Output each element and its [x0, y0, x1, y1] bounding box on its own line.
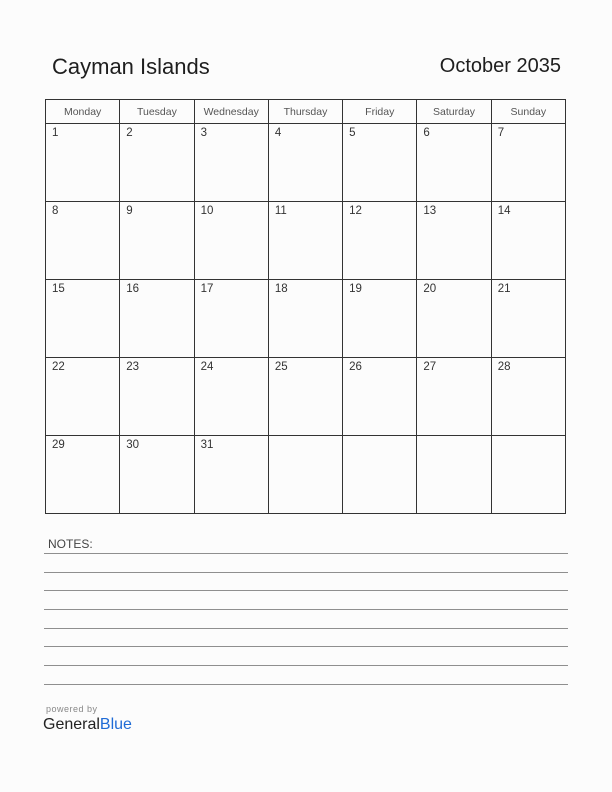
day-number: 13 [423, 205, 437, 217]
note-line [44, 553, 568, 554]
day-number: 12 [349, 205, 362, 217]
calendar-title: Cayman Islands [52, 54, 210, 79]
calendar-day-cell [120, 124, 194, 202]
calendar-day-cell [46, 358, 120, 436]
day-number: 17 [200, 283, 214, 295]
day-number: 29 [52, 439, 65, 451]
brand-general: General [43, 716, 100, 733]
weekday-header: Saturday [417, 100, 491, 124]
weekday-header: Monday [46, 100, 120, 124]
day-number: 22 [52, 361, 65, 373]
day-number: 5 [349, 127, 356, 139]
calendar-day-cell [343, 358, 417, 436]
note-line [44, 609, 568, 610]
calendar-day-cell [417, 124, 491, 202]
calendar-day-cell [46, 280, 120, 358]
day-number: 31 [200, 439, 214, 451]
calendar-week-row [46, 202, 566, 280]
calendar-day-cell [491, 202, 565, 280]
calendar-week-row [46, 280, 566, 358]
day-number: 7 [497, 127, 505, 139]
day-number [343, 436, 416, 439]
calendar-day-cell [268, 436, 342, 514]
calendar-day-cell [268, 124, 342, 202]
calendar-day-cell [120, 202, 194, 280]
weekday-header: Wednesday [194, 100, 268, 124]
note-line [44, 646, 568, 647]
calendar-day-cell [120, 436, 194, 514]
calendar-day-cell [491, 436, 565, 514]
brand-blue: Blue [99, 716, 132, 733]
powered-by-text: powered by [46, 704, 98, 714]
day-number: 8 [52, 205, 59, 217]
day-number: 4 [274, 127, 282, 139]
day-number: 23 [126, 361, 140, 373]
calendar-month: October 2035 [439, 55, 561, 77]
calendar-day-cell [194, 280, 268, 358]
day-number: 19 [349, 283, 362, 295]
calendar-day-cell [120, 280, 194, 358]
calendar-day-cell [194, 436, 268, 514]
calendar-grid [45, 99, 566, 514]
day-number: 15 [52, 283, 65, 295]
calendar-day-cell [343, 436, 417, 514]
calendar-day-cell [194, 202, 268, 280]
day-number [269, 436, 342, 439]
day-number: 25 [274, 361, 288, 373]
note-line [44, 628, 568, 629]
day-number: 9 [126, 205, 133, 217]
calendar-day-cell [343, 280, 417, 358]
calendar-day-cell [417, 358, 491, 436]
calendar-day-cell [268, 280, 342, 358]
weekday-header: Sunday [491, 100, 565, 124]
day-number: 2 [126, 127, 133, 139]
brand-logo [43, 716, 132, 734]
day-number: 21 [497, 283, 511, 295]
day-number: 3 [200, 127, 207, 139]
calendar-week-row [46, 124, 566, 202]
weekday-header-row [46, 100, 566, 124]
day-number: 30 [126, 439, 140, 451]
day-number: 20 [423, 283, 437, 295]
day-number: 1 [52, 127, 59, 139]
day-number: 14 [497, 205, 511, 217]
calendar-day-cell [417, 280, 491, 358]
calendar-day-cell [491, 358, 565, 436]
calendar-day-cell [268, 202, 342, 280]
calendar-day-cell [268, 358, 342, 436]
calendar-day-cell [491, 124, 565, 202]
day-number: 26 [349, 361, 362, 373]
calendar-day-cell [46, 124, 120, 202]
notes-label: NOTES: [48, 537, 93, 551]
calendar-day-cell [194, 358, 268, 436]
day-number [417, 436, 490, 439]
calendar-day-cell [120, 358, 194, 436]
day-number: 11 [274, 205, 287, 217]
day-number [492, 436, 565, 439]
calendar-day-cell [417, 436, 491, 514]
calendar-day-cell [46, 202, 120, 280]
weekday-header: Friday [343, 100, 417, 124]
calendar-day-cell [46, 436, 120, 514]
day-number: 18 [274, 283, 288, 295]
calendar-day-cell [343, 202, 417, 280]
day-number: 27 [423, 361, 437, 373]
calendar-day-cell [343, 124, 417, 202]
weekday-header: Tuesday [120, 100, 194, 124]
calendar-day-cell [491, 280, 565, 358]
calendar-day-cell [194, 124, 268, 202]
day-number: 16 [126, 283, 140, 295]
note-line [44, 572, 568, 573]
calendar-week-row [46, 358, 566, 436]
weekday-header: Thursday [268, 100, 342, 124]
calendar-week-row [46, 436, 566, 514]
day-number: 24 [200, 361, 214, 373]
note-line [44, 590, 568, 591]
calendar-day-cell [417, 202, 491, 280]
day-number: 10 [200, 205, 214, 217]
note-line [44, 665, 568, 666]
day-number: 6 [423, 127, 430, 139]
day-number: 28 [497, 361, 511, 373]
note-line [44, 684, 568, 685]
